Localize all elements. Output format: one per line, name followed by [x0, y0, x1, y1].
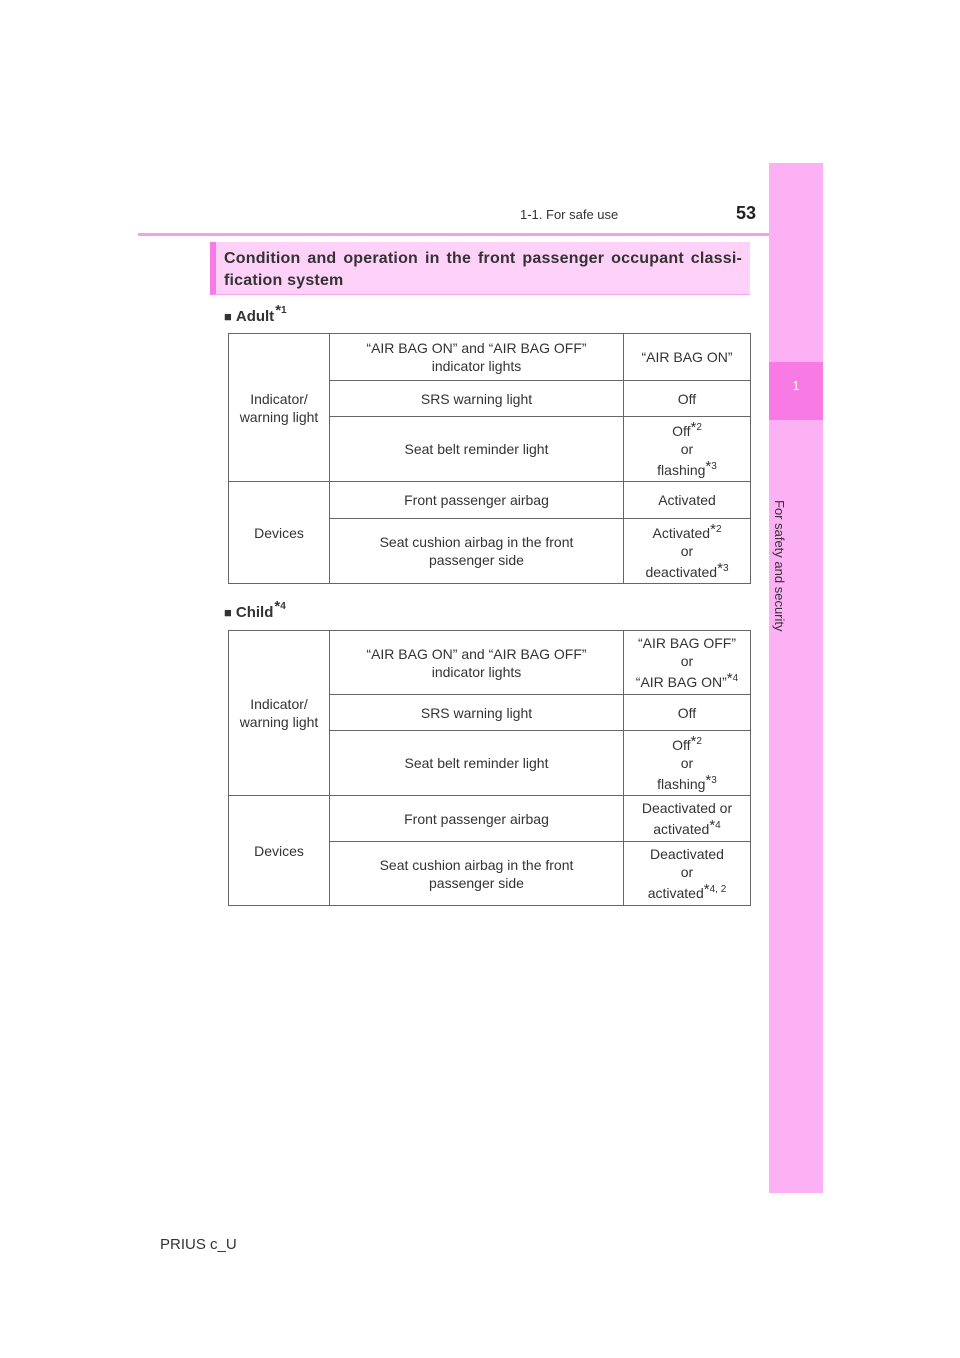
adult-table [228, 333, 751, 584]
item-cell: SRS warning light [330, 381, 624, 417]
item-cell: Front passenger airbag [330, 796, 624, 842]
asterisk-mark: * [690, 733, 697, 750]
header-rule [138, 233, 823, 236]
page-number: 53 [735, 203, 756, 223]
status-cell: Deactivated or activated*$^4$ [624, 796, 751, 842]
chapter-number: 1 [792, 378, 800, 393]
item-cell: Seat cushion airbag in the front passenger side [330, 519, 624, 584]
status-cell: “AIR BAG ON” [624, 334, 751, 381]
section-heading [210, 242, 750, 295]
status-cell: Activated*$^2$ or deactivated*$^3$ [624, 519, 751, 584]
group-indicator-cell: Indicator/ warning light [229, 631, 330, 796]
asterisk-mark: * [710, 521, 716, 538]
asterisk-mark: * [717, 560, 723, 577]
item-cell: Seat cushion airbag in the front passenger side [330, 842, 624, 906]
section-heading-text: Condition and operation in the front passenger occupant classi-fication system [224, 250, 742, 289]
status-cell: “AIR BAG OFF” or “AIR BAG ON”*$^4$ [624, 631, 751, 695]
asterisk-mark: * [705, 772, 712, 789]
child-table [228, 630, 751, 906]
status-cell: Activated [624, 482, 751, 519]
child-heading [224, 598, 286, 621]
asterisk-mark: * [705, 458, 712, 475]
group-devices-cell: Devices [229, 796, 330, 906]
footer-model-name: PRIUS c_U [160, 1236, 237, 1253]
status-cell: Deactivated or activated*$^{4, 2}$ [624, 842, 751, 906]
item-cell: “AIR BAG ON” and “AIR BAG OFF” indicator lights [330, 334, 624, 381]
chapter-title: For safety and security [772, 500, 787, 632]
asterisk-mark: * [690, 419, 697, 436]
footnote-number: 1 [281, 305, 287, 316]
item-cell: Front passenger airbag [330, 482, 624, 519]
child-label: Child [235, 604, 274, 621]
asterisk-mark: * [274, 598, 281, 615]
item-cell: Seat belt reminder light [330, 731, 624, 796]
adult-heading [224, 302, 287, 325]
footnote-number: 4 [280, 601, 286, 612]
group-devices-cell: Devices [229, 482, 330, 584]
square-bullet-icon: ■ [224, 605, 232, 620]
section-reference: 1-1. For safe use [520, 207, 619, 222]
item-cell: Seat belt reminder light [330, 417, 624, 482]
status-cell: Off [624, 695, 751, 731]
item-cell: “AIR BAG ON” and “AIR BAG OFF” indicator lights [330, 631, 624, 695]
asterisk-mark: * [703, 881, 710, 898]
asterisk-mark: * [275, 302, 282, 319]
status-cell: Off [624, 381, 751, 417]
adult-label: Adult [235, 308, 275, 325]
asterisk-mark: * [709, 817, 716, 834]
asterisk-mark: * [726, 670, 733, 687]
item-cell: SRS warning light [330, 695, 624, 731]
status-cell: Off*$^2$ or flashing*$^3$ [624, 731, 751, 796]
status-cell: Off*$^2$ or flashing*$^3$ [624, 417, 751, 482]
square-bullet-icon: ■ [224, 309, 232, 324]
group-indicator-cell: Indicator/ warning light [229, 334, 330, 482]
